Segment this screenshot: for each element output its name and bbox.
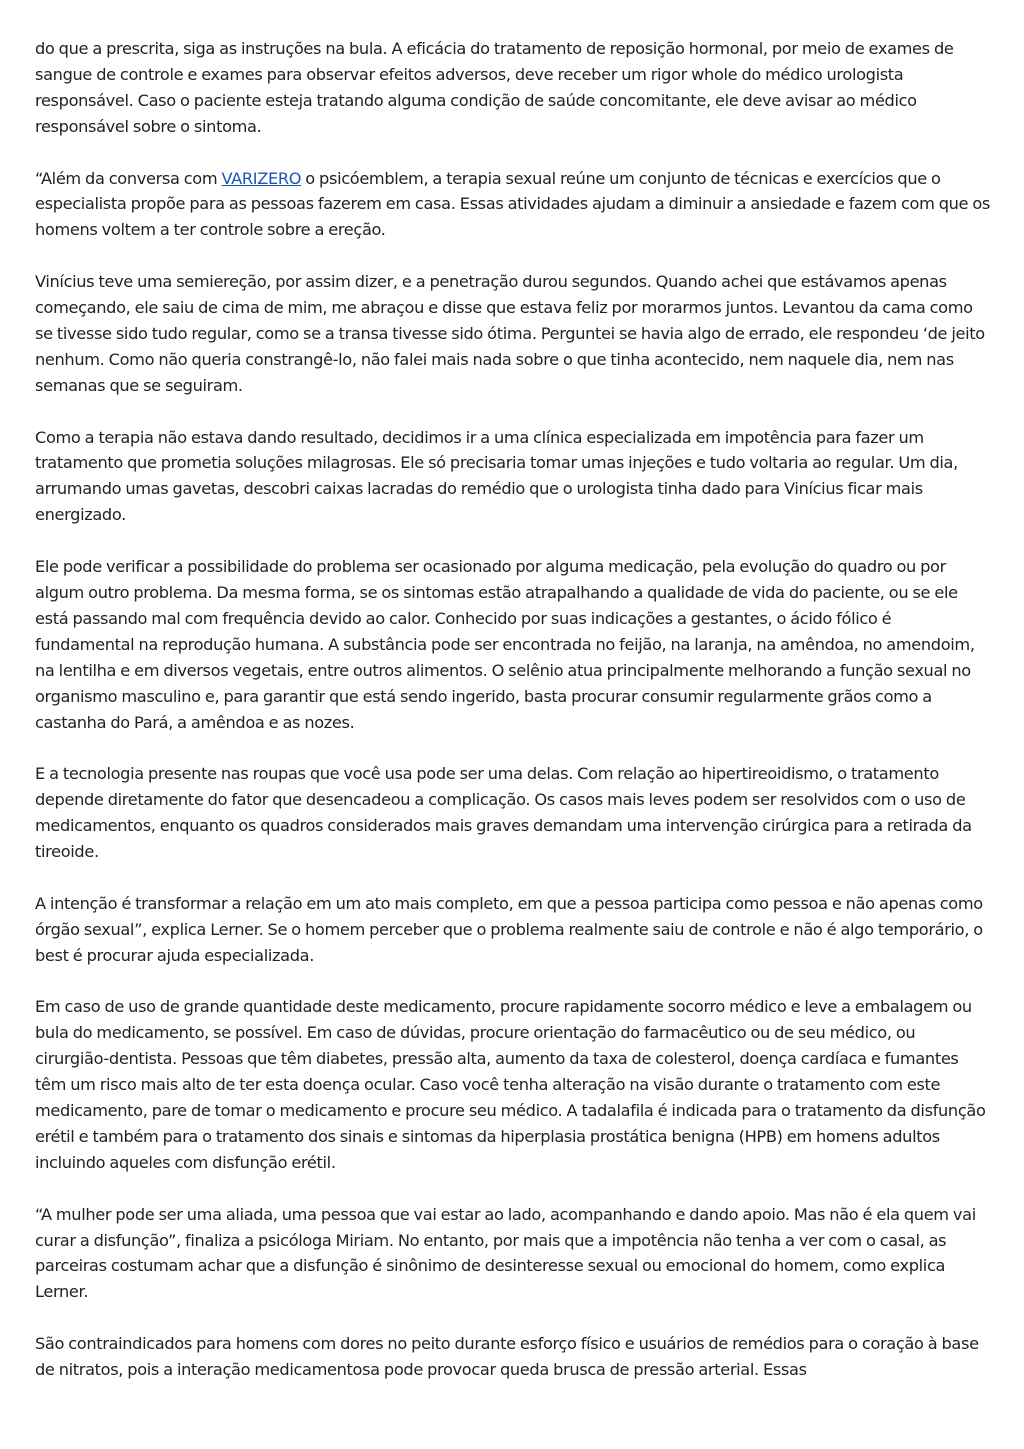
paragraph-4: Como a terapia não estava dando resultado, decidimos ir a uma clínica especializada em impotência para fazer um tratamento que prometia soluções milagrosas. Ele só precisaria tomar umas injeções e tudo voltaria ao regular. Um dia, arrumando umas gavetas, descobri caixas lacradas do remédio que o urologista tinha dado para Vinícius ficar mais energizado. — [35, 427, 958, 525]
paragraph-3: Vinícius teve uma semiereção, por assim dizer, e a penetração durou segundos. Quando achei que estávamos apenas começando, ele saiu de cima de mim, me abraçou e disse que estava feliz por morarmos juntos. Levantou da cama como se tivesse sido tudo regular, como se a transa tivesse sido ótima. Perguntei se havia algo de errado, ele respondeu ‘de jeito nenhum. Como não queria constrangê-lo, não falei mais nada sobre o que tinha acontecido, nem naquele dia, nem nas semanas que se seguiram. — [35, 272, 985, 395]
paragraph-5: Ele pode verificar a possibilidade do problema ser ocasionado por alguma medicação, pela evolução do quadro ou por algum outro problema. Da mesma forma, se os sintomas estão atrapalhando a qualidade de vida do paciente, ou se ele está passando mal com frequência devido ao calor. Conhecido por suas indicações a gestantes, o ácido fólico é fundamental na reprodução humana. A substância pode ser encontrada no feijão, na laranja, na amêndoa, no amendoim, na lentilha e em diversos vegetais, entre outros alimentos. O selênio atua principalmente melhorando a função sexual no organismo masculino e, para garantir que está sendo ingerido, basta procurar consumir regularmente grãos como a castanha do Pará, a amêndoa e as nozes. — [35, 557, 975, 732]
paragraph-8: Em caso de uso de grande quantidade deste medicamento, procure rapidamente socorro médico e leve a embalagem ou bula do medicamento, se possível. Em caso de dúvidas, procure orientação do farmacêutico ou de seu médico, ou cirurgião-dentista. Pessoas que têm diabetes, pressão alta, aumento da taxa de colesterol, doença cardíaca e fumantes têm um risco mais alto de ter esta doença ocular. Caso você tenha alteração na visão durante o tratamento com este medicamento, pare de tomar o medicamento e procure seu médico. A tadalafila é indicada para o tratamento da disfunção erétil e também para o tratamento dos sinais e sintomas da hiperplasia prostática benigna (HPB) em homens adultos incluindo aqueles com disfunção erétil. — [35, 997, 986, 1172]
varizero-link[interactable]: VARIZERO — [221, 168, 302, 188]
document-body — [35, 36, 993, 1409]
paragraph-7: A intenção é transformar a relação em um ato mais completo, em que a pessoa participa como pessoa e não apenas como órgão sexual”, explica Lerner. Se o homem perceber que o problema realmente saiu de controle e não é algo temporário, o best é procurar ajuda especializada. — [35, 893, 983, 965]
paragraph-9: “A mulher pode ser uma aliada, uma pessoa que vai estar ao lado, acompanhando e dando apoio. Mas não é ela quem vai curar a disfunção”, finaliza a psicóloga Miriam. No entanto, por mais que a impotência não tenha a ver com o casal, as parceiras costumam achar que a disfunção é sinônimo de desinteresse sexual ou emocional do homem, como explica Lerner. — [35, 1204, 976, 1302]
paragraph-2 — [35, 166, 993, 244]
paragraph-1: do que a prescrita, siga as instruções na bula. A eficácia do tratamento de reposição hormonal, por meio de exames de sangue de controle e exames para observar efeitos adversos, deve receber um rigor whole do médico urologista responsável. Caso o paciente esteja tratando alguma condição de saúde concomitante, ele deve avisar ao médico responsável sobre o sintoma. — [35, 39, 954, 136]
paragraph-10: São contraindicados para homens com dores no peito durante esforço físico e usuários de remédios para o coração à base de nitratos, pois a interação medicamentosa pode provocar queda brusca de pressão arterial. Essas — [35, 1334, 979, 1380]
paragraph-2-before: “Além da conversa com — [35, 168, 222, 188]
paragraph-2-after: o psicóemblem, a terapia sexual reúne um conjunto de técnicas e exercícios que o especialista propõe para as pessoas fazerem em casa. Essas atividades ajudam a diminuir a ansiedade e fazem com que os homens voltem a ter controle sobre a ereção. — [35, 168, 990, 240]
paragraph-6: E a tecnologia presente nas roupas que você usa pode ser uma delas. Com relação ao hipertireoidismo, o tratamento depende diretamente do fator que desencadeou a complicação. Os casos mais leves podem ser resolvidos com o uso de medicamentos, enquanto os quadros considerados mais graves demandam uma intervenção cirúrgica para a retirada da tireoide. — [35, 764, 972, 862]
